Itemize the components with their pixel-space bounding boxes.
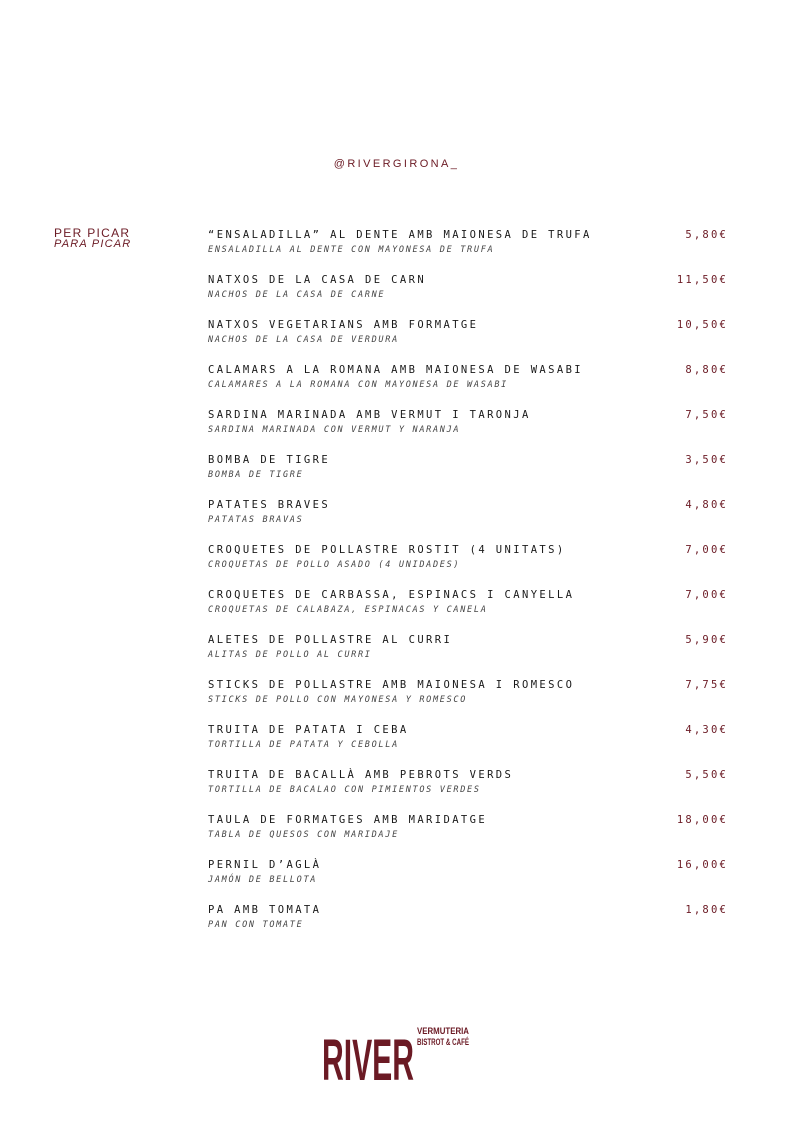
item-price: 5,50€ [685,769,728,781]
menu-item [208,634,728,679]
item-name: SARDINA MARINADA AMB VERMUT I TARONJA [208,409,531,421]
menu-list [208,229,728,949]
menu-item [208,409,728,454]
item-name: PATATES BRAVES [208,499,331,511]
menu-item [208,679,728,724]
section-title [54,228,131,250]
item-name: PERNIL D’AGLÀ [208,859,322,871]
item-translation: NACHOS DE LA CASA DE VERDURA [208,335,399,345]
menu-item [208,274,728,319]
item-price: 8,80€ [685,364,728,376]
section-title-spanish: PARA PICAR [54,238,132,250]
item-translation: JAMÓN DE BELLOTA [208,875,318,885]
item-price: 7,75€ [685,679,728,691]
menu-item [208,724,728,769]
item-translation: TORTILLA DE PATATA Y CEBOLLA [208,740,399,750]
logo-line-1: VERMUTERIA [417,1026,470,1036]
item-price: 5,90€ [685,634,728,646]
item-name: BOMBA DE TIGRE [208,454,331,466]
item-price: 10,50€ [676,319,728,331]
item-name: “ENSALADILLA” AL DENTE AMB MAIONESA DE TRUFA [208,229,592,241]
item-translation: PATATAS BRAVAS [208,515,304,525]
item-translation: TABLA DE QUESOS CON MARIDAJE [208,830,399,840]
item-name: PA AMB TOMATA [208,904,322,916]
item-translation: PAN CON TOMATE [208,920,304,930]
menu-item [208,229,728,274]
item-translation: SARDINA MARINADA CON VERMUT Y NARANJA [208,425,461,435]
menu-item [208,904,728,949]
item-name: CROQUETES DE POLLASTRE ROSTIT (4 UNITATS) [208,544,566,556]
item-name: CALAMARS A LA ROMANA AMB MAIONESA DE WASABI [208,364,584,376]
item-price: 4,80€ [685,499,728,511]
item-name: CROQUETES DE CARBASSA, ESPINACS I CANYELLA [208,589,575,601]
menu-item [208,454,728,499]
item-translation: CALAMARES A LA ROMANA CON MAYONESA DE WASABI [208,380,508,390]
item-price: 5,80€ [685,229,728,241]
instagram-handle: @RIVERGIRONA_ [333,158,460,170]
item-price: 16,00€ [676,859,728,871]
item-name: ALETES DE POLLASTRE AL CURRI [208,634,453,646]
item-translation: CROQUETAS DE POLLO ASADO (4 UNIDADES) [208,560,461,570]
item-price: 7,50€ [685,409,728,421]
section-title-catalan: PER PICAR [54,226,131,240]
logo-wordmark: RIVER [322,1028,414,1084]
item-name: TAULA DE FORMATGES AMB MARIDATGE [208,814,488,826]
menu-item [208,319,728,364]
item-price: 4,30€ [685,724,728,736]
item-translation: TORTILLA DE BACALAO CON PIMIENTOS VERDES [208,785,481,795]
menu-item [208,859,728,904]
item-price: 3,50€ [685,454,728,466]
river-logo-mark [322,1022,472,1084]
menu-item [208,589,728,634]
item-translation: CROQUETAS DE CALABAZA, ESPINACAS Y CANELA [208,605,488,615]
item-translation: ENSALADILLA AL DENTE CON MAYONESA DE TRUFA [208,245,495,255]
item-price: 7,00€ [685,544,728,556]
item-translation: NACHOS DE LA CASA DE CARNE [208,290,386,300]
item-name: NATXOS DE LA CASA DE CARN [208,274,427,286]
item-name: STICKS DE POLLASTRE AMB MAIONESA I ROMESCO [208,679,575,691]
item-price: 7,00€ [685,589,728,601]
menu-item [208,364,728,409]
menu-item [208,769,728,814]
menu-item [208,499,728,544]
item-price: 11,50€ [676,274,728,286]
item-name: NATXOS VEGETARIANS AMB FORMATGE [208,319,479,331]
item-translation: BOMBA DE TIGRE [208,470,304,480]
item-name: TRUITA DE BACALLÀ AMB PEBROTS VERDS [208,769,514,781]
menu-item [208,814,728,859]
item-translation: STICKS DE POLLO CON MAYONESA Y ROMESCO [208,695,468,705]
item-name: TRUITA DE PATATA I CEBA [208,724,409,736]
item-translation: ALITAS DE POLLO AL CURRI [208,650,372,660]
river-logo [322,1022,472,1084]
item-price: 1,80€ [685,904,728,916]
menu-item [208,544,728,589]
item-price: 18,00€ [676,814,728,826]
logo-line-2: BISTROT & CAFÉ [417,1037,469,1047]
